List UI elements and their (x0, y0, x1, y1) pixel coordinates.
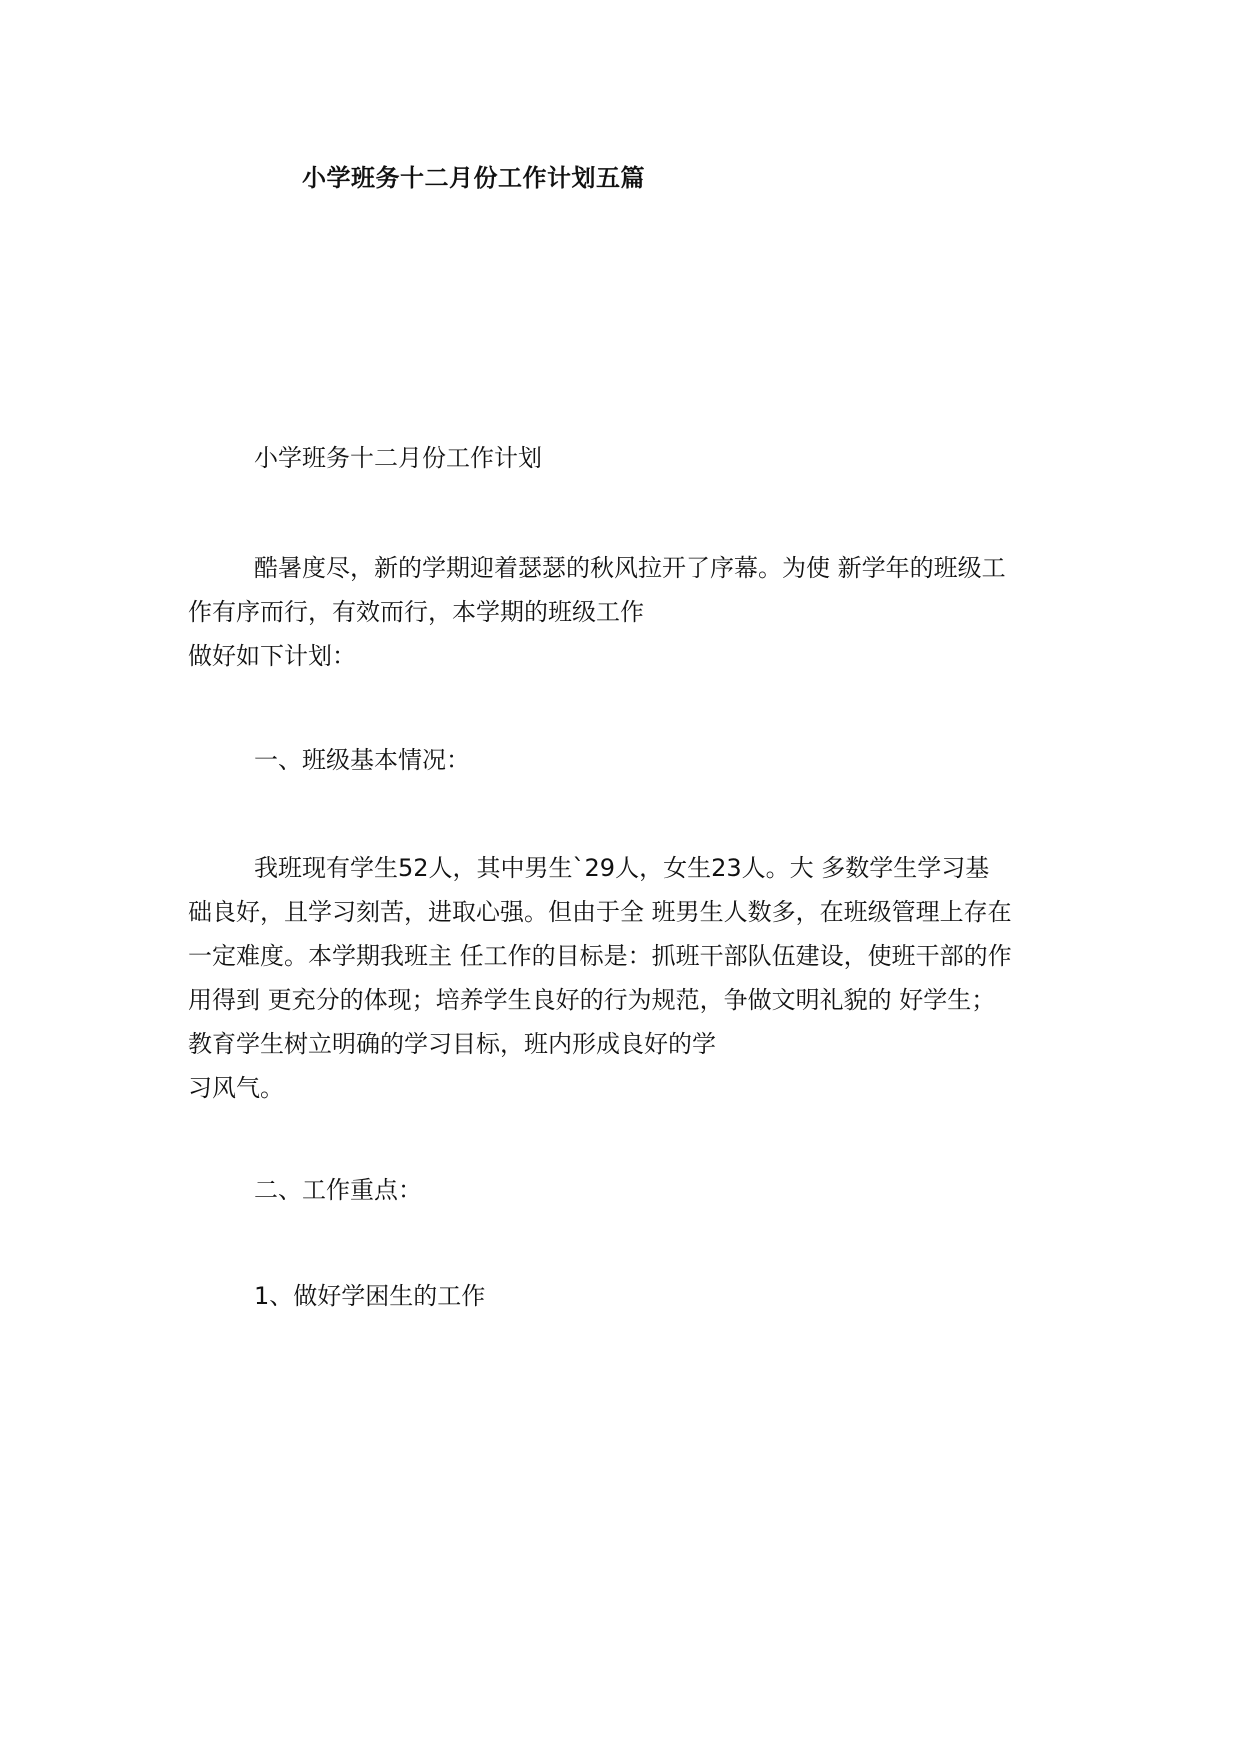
paragraph-line: 础良好，且学习刻苦，进取心强。但由于全 班男生人数多，在班级管理上存在 (188, 898, 1012, 926)
section-heading: 二、工作重点： (254, 1176, 422, 1204)
paragraph-line: 教育学生树立明确的学习目标，班内形成良好的学 (188, 1030, 716, 1058)
section2-heading-block (188, 1168, 1058, 1212)
section1-heading-block (188, 738, 1058, 782)
paragraph-line: 做好如下计划： (188, 642, 356, 670)
section-heading: 一、班级基本情况： (254, 746, 470, 774)
subtitle-block (188, 436, 1058, 480)
list-item: 1、做好学困生的工作 (254, 1282, 486, 1310)
intro-paragraph (188, 546, 1058, 678)
paragraph-line: 一定难度。本学期我班主 任工作的目标是：抓班干部队伍建设，使班干部的作 (188, 942, 1012, 970)
paragraph-line: 用得到 更充分的体现；培养学生良好的行为规范，争做文明礼貌的 好学生； (188, 986, 996, 1014)
paragraph-line: 我班现有学生52人，其中男生`29人，女生23人。大 多数学生学习基 (254, 854, 990, 882)
section1-paragraph (188, 846, 1058, 1110)
paragraph-line: 酷暑度尽，新的学期迎着瑟瑟的秋风拉开了序幕。为使 新学年的班级工 (254, 554, 1006, 582)
document-title: 小学班务十二月份工作计划五篇 (302, 164, 645, 192)
paragraph-line: 作有序而行，有效而行，本学期的班级工作 (188, 598, 644, 626)
document-subtitle: 小学班务十二月份工作计划 (254, 444, 542, 472)
paragraph-line: 习风气。 (188, 1074, 284, 1102)
item-block (188, 1274, 1058, 1318)
